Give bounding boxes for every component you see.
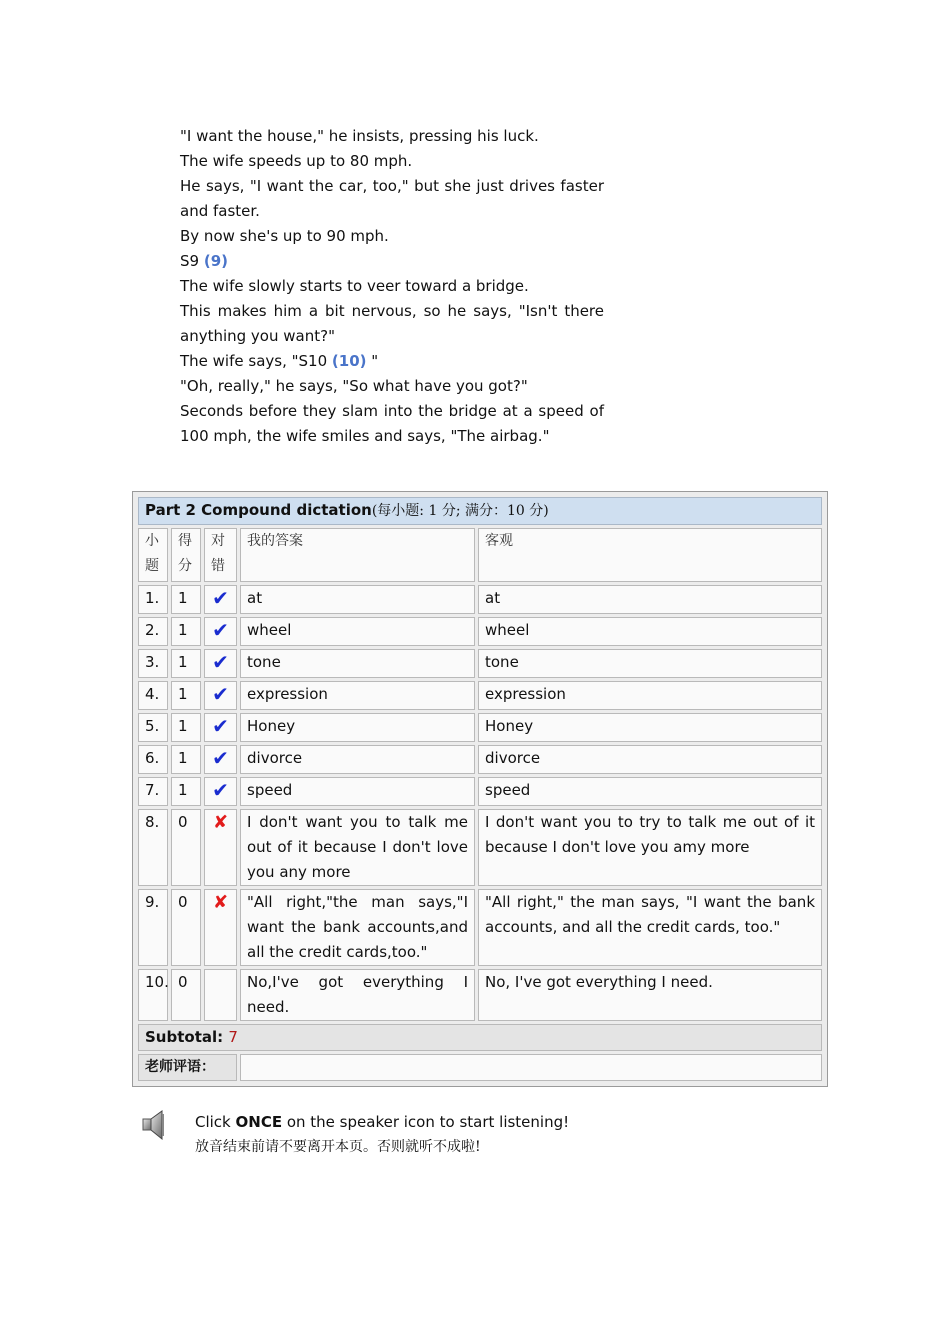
column-header-correct: 对错	[204, 528, 237, 582]
item-score: 0	[171, 889, 201, 966]
blank-9: (9)	[203, 252, 229, 270]
passage-line: "I want the house," he insists, pressing his luck.	[180, 127, 539, 145]
results-header	[138, 497, 822, 525]
passage-line: The wife slowly starts to veer toward a bridge.	[180, 277, 529, 295]
s10-prefix: The wife says, "S10	[180, 352, 328, 370]
answer-key: tone	[478, 649, 822, 678]
result-row	[138, 585, 822, 614]
s9-label: S9	[180, 252, 200, 270]
item-score: 1	[171, 745, 201, 774]
answer-key: expression	[478, 681, 822, 710]
item-mark	[204, 713, 237, 742]
cross-icon: ✘	[212, 812, 229, 833]
result-row	[138, 889, 822, 966]
item-mark	[204, 681, 237, 710]
check-icon: ✔	[212, 586, 229, 610]
listening-warning: 放音结束前请不要离开本页。否则就听不成啦!	[195, 1139, 481, 1155]
teacher-comment-label: 老师评语：	[138, 1054, 237, 1081]
item-number: 7.	[138, 777, 168, 806]
item-number: 9.	[138, 889, 168, 966]
passage-line-s10	[180, 349, 604, 374]
result-row	[138, 713, 822, 742]
check-icon: ✔	[212, 714, 229, 738]
column-header-score: 得分	[171, 528, 201, 582]
item-score: 0	[171, 809, 201, 886]
item-mark	[204, 745, 237, 774]
my-answer: tone	[240, 649, 475, 678]
answer-key: Honey	[478, 713, 822, 742]
item-mark	[204, 585, 237, 614]
my-answer: I don't want you to talk me out of it because I don't love you any more	[240, 809, 475, 886]
s10-suffix: "	[371, 352, 379, 370]
item-number: 1.	[138, 585, 168, 614]
subtotal-value: 7	[228, 1028, 238, 1046]
result-row	[138, 777, 822, 806]
passage-line: By now she's up to 90 mph.	[180, 227, 389, 245]
item-score: 1	[171, 617, 201, 646]
section-title: Part 2 Compound dictation	[145, 501, 372, 519]
result-row	[138, 809, 822, 886]
item-number: 4.	[138, 681, 168, 710]
item-number: 6.	[138, 745, 168, 774]
answer-key: I don't want you to try to talk me out of it because I don't love you amy more	[478, 809, 822, 886]
answer-key: at	[478, 585, 822, 614]
column-header-key: 客观	[478, 528, 822, 582]
my-answer: divorce	[240, 745, 475, 774]
results-table	[135, 494, 825, 1084]
item-mark	[204, 889, 237, 966]
cross-icon: ✘	[212, 892, 229, 913]
item-mark	[204, 969, 237, 1021]
item-mark	[204, 809, 237, 886]
item-number: 3.	[138, 649, 168, 678]
results-panel	[132, 491, 828, 1087]
column-header-my-answer: 我的答案	[240, 528, 475, 582]
item-score: 1	[171, 777, 201, 806]
item-mark	[204, 649, 237, 678]
scoring-info: (每小题: 1 分; 满分：10 分)	[371, 503, 549, 519]
check-icon: ✔	[212, 650, 229, 674]
passage-text	[180, 124, 604, 449]
item-score: 1	[171, 681, 201, 710]
subtotal-row: Subtotal: 7	[138, 1024, 822, 1051]
item-mark	[204, 617, 237, 646]
passage-line: The wife speeds up to 80 mph.	[180, 152, 413, 170]
my-answer: speed	[240, 777, 475, 806]
result-row	[138, 745, 822, 774]
item-score: 0	[171, 969, 201, 1021]
result-row	[138, 617, 822, 646]
answer-key: divorce	[478, 745, 822, 774]
answer-key: No, I've got everything I need.	[478, 969, 822, 1021]
speaker-icon[interactable]	[140, 1108, 170, 1142]
audio-section	[140, 1108, 760, 1168]
item-number: 10.	[138, 969, 168, 1021]
answer-key: speed	[478, 777, 822, 806]
answer-key: wheel	[478, 617, 822, 646]
passage-line: "Oh, really," he says, "So what have you got?"	[180, 377, 528, 395]
my-answer: Honey	[240, 713, 475, 742]
my-answer: expression	[240, 681, 475, 710]
passage-line: He says, "I want the car, too," but she just drives faster and faster.	[180, 177, 604, 220]
passage-line: Seconds before they slam into the bridge at a speed of 100 mph, the wife smiles and says, "The airbag."	[180, 402, 604, 445]
result-row	[138, 681, 822, 710]
result-row	[138, 649, 822, 678]
teacher-comment	[240, 1054, 822, 1081]
passage-line: This makes him a bit nervous, so he says, "Isn't there anything you want?"	[180, 302, 604, 345]
blank-10: (10)	[331, 352, 367, 370]
item-number: 8.	[138, 809, 168, 886]
my-answer: wheel	[240, 617, 475, 646]
answer-key: "All right," the man says, "I want the bank accounts, and all the credit cards, too."	[478, 889, 822, 966]
item-mark	[204, 777, 237, 806]
instr-emphasis: ONCE	[235, 1113, 283, 1131]
instr-suffix: on the speaker icon to start listening!	[282, 1113, 570, 1131]
check-icon: ✔	[212, 618, 229, 642]
my-answer: at	[240, 585, 475, 614]
subtotal-label: Subtotal	[145, 1028, 218, 1046]
check-icon: ✔	[212, 746, 229, 770]
item-number: 2.	[138, 617, 168, 646]
item-number: 5.	[138, 713, 168, 742]
passage-line-s9	[180, 249, 604, 274]
my-answer: No,I've got everything I need.	[240, 969, 475, 1021]
item-score: 1	[171, 713, 201, 742]
item-score: 1	[171, 585, 201, 614]
result-row	[138, 969, 822, 1021]
item-score: 1	[171, 649, 201, 678]
column-header-item: 小题	[138, 528, 168, 582]
instr-prefix: Click	[195, 1113, 236, 1131]
listening-instruction	[195, 1110, 569, 1135]
check-icon: ✔	[212, 778, 229, 802]
my-answer: "All right,"the man says,"I want the bank accounts,and all the credit cards,too."	[240, 889, 475, 966]
check-icon: ✔	[212, 682, 229, 706]
